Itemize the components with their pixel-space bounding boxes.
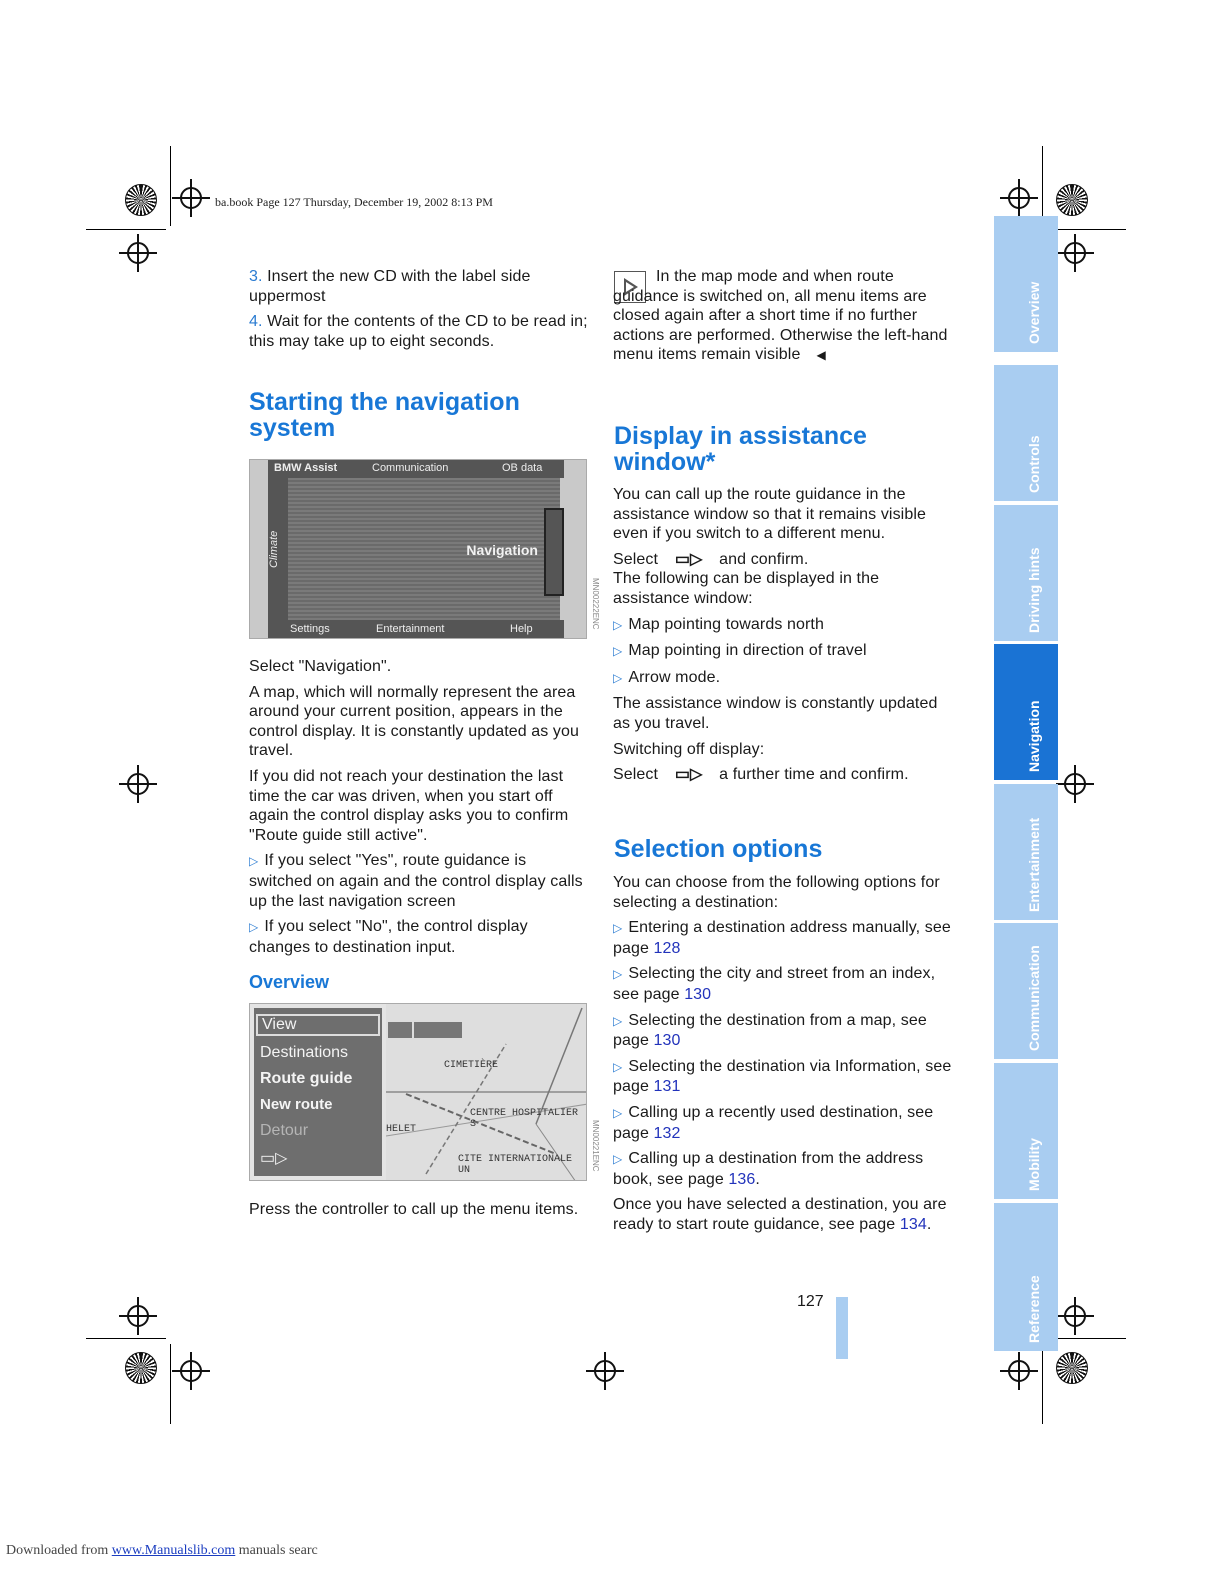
- menu-climate: Climate: [268, 478, 288, 620]
- option-manual: ▷ Entering a destination address manually, see page 128: [613, 919, 951, 957]
- menu-route-guide: Route guide: [260, 1070, 353, 1087]
- tab-navigation[interactable]: Navigation: [994, 644, 1058, 780]
- tab-controls[interactable]: Controls: [994, 365, 1058, 501]
- page-number-bar: [836, 1297, 848, 1359]
- map-label-centre-hospitalier: CENTRE HOSPITALIER S: [470, 1108, 579, 1130]
- tab-entertainment[interactable]: Entertainment: [994, 784, 1058, 920]
- right-column-body: [613, 485, 958, 791]
- map-label-helet: HELET: [386, 1124, 417, 1135]
- triangle-bullet-icon: ▷: [613, 1059, 623, 1074]
- menu-destinations: Destinations: [260, 1044, 349, 1061]
- paragraph-following: The following can be displayed in the assistance window:: [613, 570, 880, 607]
- triangle-bullet-icon: ▷: [249, 920, 259, 935]
- page-link[interactable]: 128: [653, 939, 681, 957]
- paragraph-assist: You can call up the route guidance in the assistance window so that it remains visible even if you switch to a different menu.: [613, 486, 926, 543]
- control-display-menu-figure: [249, 459, 587, 639]
- registration-mark: [1064, 773, 1086, 795]
- menu-settings: Settings: [290, 623, 330, 635]
- color-rosette: [125, 184, 157, 216]
- menu-view: View: [256, 1014, 380, 1036]
- page-link[interactable]: 132: [653, 1124, 681, 1142]
- triangle-bullet-icon: ▷: [613, 967, 623, 982]
- heading-overview: Overview: [249, 972, 330, 992]
- paragraph-switch-off: Switching off display:: [613, 740, 765, 758]
- menu-detour: Detour: [260, 1122, 309, 1139]
- paragraph-map: A map, which will normally represent the area around your current position, appears in the control display. It is constantly updated as you travel.: [249, 683, 580, 760]
- heading-selection-options: Selection options: [614, 835, 823, 863]
- step-3: 3. Insert the new CD with the label side uppermost: [249, 268, 531, 305]
- heading-assistance-window: Display in assistance window*: [614, 422, 867, 476]
- triangle-bullet-icon: ▷: [613, 1152, 623, 1167]
- bullet-yes: ▷ If you select "Yes", route guidance is switched on again and the control display calls up the last navigation screen: [249, 852, 583, 910]
- end-mark-icon: ◀: [816, 348, 826, 363]
- page-number: 127: [797, 1293, 824, 1310]
- assist-item-travel: ▷ Map pointing in direction of travel: [613, 642, 867, 660]
- menu-navigation: Navigation: [466, 542, 538, 558]
- registration-mark: [127, 1305, 149, 1327]
- registration-mark: [180, 187, 202, 209]
- registration-mark: [594, 1360, 616, 1382]
- download-footer: Downloaded from www.Manualslib.com manuals searc: [6, 1543, 318, 1558]
- assistance-window-icon: ▭▷: [674, 550, 703, 568]
- selection-body: [613, 873, 958, 1241]
- option-address-book: ▷ Calling up a destination from the address book, see page 136.: [613, 1150, 924, 1188]
- color-rosette: [1056, 184, 1088, 216]
- figure-code: MN00221ENC: [591, 1120, 600, 1172]
- overview-menu: [254, 1008, 382, 1176]
- tab-reference[interactable]: Reference: [994, 1203, 1058, 1351]
- paragraph-destination: If you did not reach your destination the last time the car was driven, when you start off again the control display asks you to confirm "Route guide still active".: [249, 767, 569, 844]
- paragraph-press: Press the controller to call up the menu items.: [249, 1201, 579, 1218]
- registration-mark: [1064, 1305, 1086, 1327]
- option-recent: ▷ Calling up a recently used destination, see page 132: [613, 1103, 934, 1142]
- tab-communication[interactable]: Communication: [994, 923, 1058, 1059]
- paragraph-updated: The assistance window is constantly updated as you travel.: [613, 695, 938, 732]
- color-rosette: [1056, 1352, 1088, 1384]
- select-assist: Select ▭▷ and confirm.: [613, 550, 809, 568]
- paragraph-choose: You can choose from the following options for selecting a destination:: [613, 874, 940, 911]
- triangle-bullet-icon: ▷: [613, 1105, 623, 1120]
- registration-mark: [1064, 242, 1086, 264]
- triangle-bullet-icon: ▷: [613, 617, 623, 632]
- map-label-cimetiere: CIMETIÈRE: [444, 1060, 499, 1071]
- registration-mark: [180, 1360, 202, 1382]
- note-paragraph: In the map mode and when route guidance is switched on, all menu items are closed again after a short time if no further actions are performed. Otherwise the left-hand menu items remain visible ◀: [613, 268, 948, 364]
- overview-map-figure: [249, 1003, 587, 1181]
- menu-help: Help: [510, 623, 533, 635]
- menu-communication: Communication: [372, 462, 449, 474]
- menu-new-route: New route: [260, 1096, 333, 1113]
- step-4: 4. Wait for the contents of the CD to be read in; this may take up to eight seconds.: [249, 313, 588, 350]
- tab-overview[interactable]: Overview: [994, 216, 1058, 352]
- triangle-bullet-icon: ▷: [613, 921, 623, 936]
- map-label-cite-internationale: CITE INTERNATIONALE UN: [458, 1154, 573, 1176]
- page-link[interactable]: 130: [684, 985, 712, 1003]
- map-view: [386, 1004, 586, 1180]
- triangle-bullet-icon: ▷: [613, 670, 623, 685]
- assist-item-north: ▷ Map pointing towards north: [613, 615, 824, 633]
- page-link[interactable]: 134: [899, 1215, 927, 1233]
- select-further: Select ▭▷ a further time and confirm.: [613, 766, 909, 784]
- figure-code: MN00222ENC: [591, 578, 600, 630]
- menu-ob-data: OB data: [502, 462, 543, 474]
- paragraph-once: Once you have selected a destination, you are ready to start route guidance, see page 134.: [613, 1196, 947, 1233]
- bullet-no: ▷ If you select "No", the control display changes to destination input.: [249, 918, 528, 956]
- registration-mark: [127, 773, 149, 795]
- color-rosette: [125, 1352, 157, 1384]
- option-map: ▷ Selecting the destination from a map, see page 130: [613, 1011, 927, 1050]
- option-information: ▷ Selecting the destination via Information, see page 131: [613, 1057, 952, 1096]
- tab-mobility[interactable]: Mobility: [994, 1063, 1058, 1199]
- assistance-window-icon: ▭▷: [260, 1150, 288, 1167]
- select-navigation: Select "Navigation".: [249, 658, 392, 675]
- controller-indicator: [544, 508, 564, 596]
- page-link[interactable]: 136: [728, 1170, 756, 1188]
- menu-entertainment: Entertainment: [376, 623, 445, 635]
- page-link[interactable]: 131: [653, 1078, 681, 1096]
- page-link[interactable]: 130: [653, 1032, 681, 1050]
- heading-starting-navigation: Starting the navigation system: [249, 388, 520, 442]
- registration-mark: [1008, 187, 1030, 209]
- registration-mark: [1008, 1360, 1030, 1382]
- tab-driving-hints[interactable]: Driving hints: [994, 505, 1058, 641]
- assist-item-arrow: ▷ Arrow mode.: [613, 668, 721, 686]
- menu-bmw-assist: BMW Assist: [274, 462, 338, 474]
- assistance-window-icon: ▭▷: [674, 766, 703, 784]
- option-index: ▷ Selecting the city and street from an index, see page 130: [613, 965, 936, 1003]
- triangle-bullet-icon: ▷: [613, 644, 623, 659]
- triangle-bullet-icon: ▷: [613, 1013, 623, 1028]
- registration-mark: [127, 242, 149, 264]
- left-column: [249, 267, 589, 357]
- print-header: ba.book Page 127 Thursday, December 19, 2002 8:13 PM: [215, 195, 493, 209]
- left-column-body: [249, 657, 589, 963]
- triangle-bullet-icon: ▷: [249, 854, 259, 869]
- manualslib-link[interactable]: www.Manualslib.com: [111, 1543, 236, 1558]
